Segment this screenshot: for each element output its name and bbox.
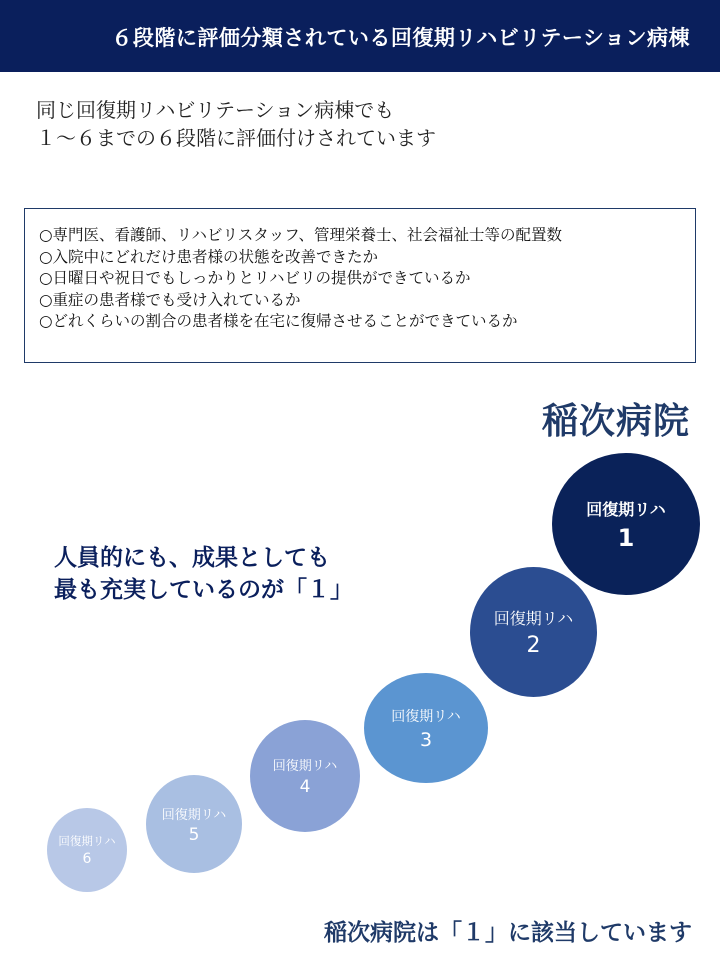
hospital-name: 稲次病院	[541, 401, 690, 442]
highlight-line-1: 人員的にも、成果としても	[54, 545, 330, 571]
rank-number: 3	[419, 728, 433, 751]
highlight-line-2: 最も充実しているのが「１」	[54, 577, 353, 603]
rank-number: 6	[82, 851, 92, 867]
rank-number: 2	[526, 633, 541, 658]
rank-circle-2	[470, 567, 597, 697]
criteria-item: ○日曜日や祝日でもしっかりとリハビリの提供ができているか	[39, 269, 471, 287]
criteria-item: ○重症の患者様でも受け入れているか	[39, 290, 301, 309]
criteria-item: ○どれくらいの割合の患者様を在宅に復帰させることができているか	[39, 312, 518, 330]
rank-label: 回復期リハ	[58, 834, 116, 848]
rank-circle-6	[47, 808, 127, 892]
rank-number: 4	[299, 777, 311, 797]
rank-circle-4	[250, 720, 360, 832]
page-title: ６段階に評価分類されている回復期リハビリテーション病棟	[111, 26, 690, 50]
rank-label: 回復期リハ	[161, 807, 227, 823]
rank-number: 5	[188, 824, 200, 845]
intro-line-1: 同じ回復期リハビリテーション病棟でも	[36, 98, 395, 122]
footer-conclusion: 稲次病院は「１」に該当しています	[324, 920, 692, 946]
rank-number: 1	[617, 523, 635, 552]
rank-circle-5	[146, 775, 242, 873]
rank-circle-1	[552, 453, 700, 595]
rank-circle-3	[364, 673, 488, 783]
intro-text	[36, 96, 436, 152]
rank-label: 回復期リハ	[493, 609, 574, 628]
criteria-item: ○入院中にどれだけ患者様の状態を改善できたか	[39, 247, 379, 266]
rank-label: 回復期リハ	[586, 499, 666, 519]
header-bar	[0, 0, 720, 72]
criteria-item: ○専門医、看護師、リハビリスタッフ、管理栄養士、社会福祉士等の配置数	[39, 226, 563, 244]
intro-line-2: １～６までの６段階に評価付けされています	[36, 126, 436, 150]
highlight-text	[54, 542, 353, 606]
rank-label: 回復期リハ	[272, 759, 338, 774]
criteria-box	[24, 208, 696, 363]
rank-label: 回復期リハ	[391, 708, 461, 725]
